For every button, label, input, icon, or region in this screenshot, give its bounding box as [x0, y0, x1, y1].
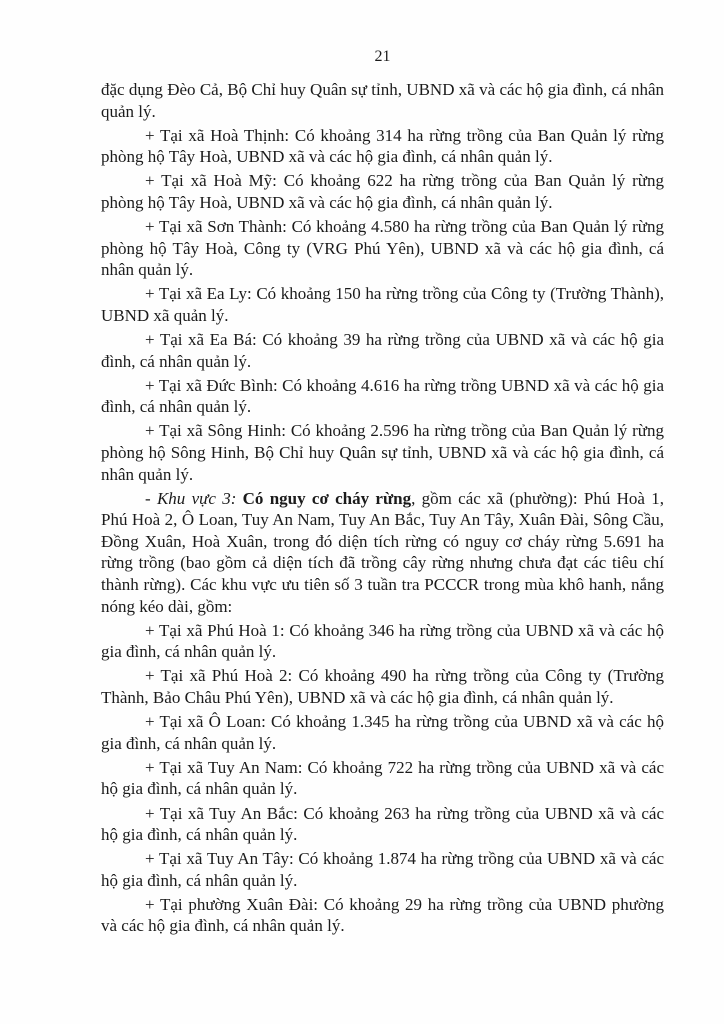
document-body	[0, 66, 724, 937]
para-duc-binh	[101, 375, 664, 418]
text-segment-bold: Có nguy cơ cháy rừng	[242, 488, 412, 508]
text-segment-normal: + Tại xã Sơn Thành: Có khoảng 4.580 ha rừng trồng của Ban Quản lý rừng phòng hộ Tây Hoà, Công ty (VRG Phú Yên), UBND xã và các hộ gia đình, cá nhân quản lý.	[101, 217, 664, 280]
text-segment-normal: + Tại xã Đức Bình: Có khoảng 4.616 ha rừng trồng UBND xã và các hộ gia đình, cá nhân quản lý.	[101, 375, 664, 417]
text-segment-normal: + Tại xã Ô Loan: Có khoảng 1.345 ha rừng trồng của UBND xã và các hộ gia đình, cá nhân quản lý.	[101, 712, 664, 753]
para-ea-ba	[101, 329, 664, 372]
text-segment-normal: + Tại phường Xuân Đài: Có khoảng 29 ha rừng trồng của UBND phường và các hộ gia đình, cá nhân quản lý.	[101, 894, 664, 936]
para-ea-ly	[101, 283, 664, 326]
para-tuy-an-tay	[101, 848, 664, 891]
para-hoa-my	[101, 170, 664, 213]
text-segment-normal: + Tại xã Tuy An Tây: Có khoảng 1.874 ha rừng trồng của UBND xã và các hộ gia đình, cá nhân quản lý.	[101, 849, 664, 890]
text-segment-normal: + Tại xã Ea Bá: Có khoảng 39 ha rừng trồng của UBND xã và các hộ gia đình, cá nhân quản lý.	[101, 330, 664, 371]
para-tuy-an-bac	[101, 803, 664, 846]
text-segment-normal: + Tại xã Tuy An Nam: Có khoảng 722 ha rừng trồng của UBND xã và các hộ gia đình, cá nhân quản lý.	[101, 757, 664, 799]
para-o-loan	[101, 711, 664, 754]
para-phu-hoa-2	[101, 665, 664, 708]
text-segment-normal: , gồm các xã (phường): Phú Hoà 1, Phú Hoà 2, Ô Loan, Tuy An Nam, Tuy An Bắc, Tuy An Tây, Xuân Đài, Sông Cầu, Đồng Xuân, Hoà Xuân, trong đó diện tích rừng có nguy cơ cháy rừng 5.691 ha rừng trồng (bao gồm cả diện tích đã trồng cây rừng nhưng chưa đạt các tiêu chí thành rừng). Các khu vực ưu tiên số 3 tuần tra PCCCR trong mùa khô hanh, nắng nóng kéo dài, gồm:	[101, 488, 664, 616]
text-segment-normal: + Tại xã Hoà Mỹ: Có khoảng 622 ha rừng trồng của Ban Quản lý rừng phòng hộ Tây Hoà, UBND xã và các hộ gia đình, cá nhân quản lý.	[101, 171, 664, 212]
para-khu-vuc-3	[101, 488, 664, 618]
para-song-hinh	[101, 420, 664, 485]
para-son-thanh	[101, 216, 664, 281]
para-hoa-thinh	[101, 125, 664, 168]
text-segment-normal: -	[145, 488, 157, 508]
para-phu-hoa-1	[101, 620, 664, 663]
text-segment-normal: + Tại xã Ea Ly: Có khoảng 150 ha rừng trồng của Công ty (Trường Thành), UBND xã quản lý.	[101, 284, 664, 325]
text-segment-italic: Khu vực 3:	[156, 488, 243, 508]
para-dac-dung-continuation	[101, 79, 664, 122]
text-segment-normal: + Tại xã Tuy An Bắc: Có khoảng 263 ha rừng trồng của UBND xã và các hộ gia đình, cá nhân quản lý.	[101, 803, 664, 845]
text-segment-normal: + Tại xã Sông Hinh: Có khoảng 2.596 ha rừng trồng của Ban Quản lý rừng phòng hộ Sông Hinh, Bộ Chỉ huy Quân sự tỉnh, UBND xã và các hộ gia đình, cá nhân quản lý.	[101, 421, 664, 484]
para-xuan-dai	[101, 894, 664, 937]
text-segment-normal: + Tại xã Phú Hoà 1: Có khoảng 346 ha rừng trồng của UBND xã và các hộ gia đình, cá nhân quản lý.	[101, 620, 664, 662]
para-tuy-an-nam	[101, 757, 664, 800]
page-number: 21	[374, 48, 391, 65]
text-segment-normal: đặc dụng Đèo Cả, Bộ Chỉ huy Quân sự tỉnh, UBND xã và các hộ gia đình, cá nhân quản lý.	[101, 80, 664, 121]
text-segment-normal: + Tại xã Hoà Thịnh: Có khoảng 314 ha rừng trồng của Ban Quản lý rừng phòng hộ Tây Hoà, UBND xã và các hộ gia đình, cá nhân quản lý.	[101, 125, 664, 167]
text-segment-normal: + Tại xã Phú Hoà 2: Có khoảng 490 ha rừng trồng của Công ty (Trường Thành, Bảo Châu Phú Yên), UBND xã và các hộ gia đình, cá nhân quản lý.	[101, 666, 664, 708]
